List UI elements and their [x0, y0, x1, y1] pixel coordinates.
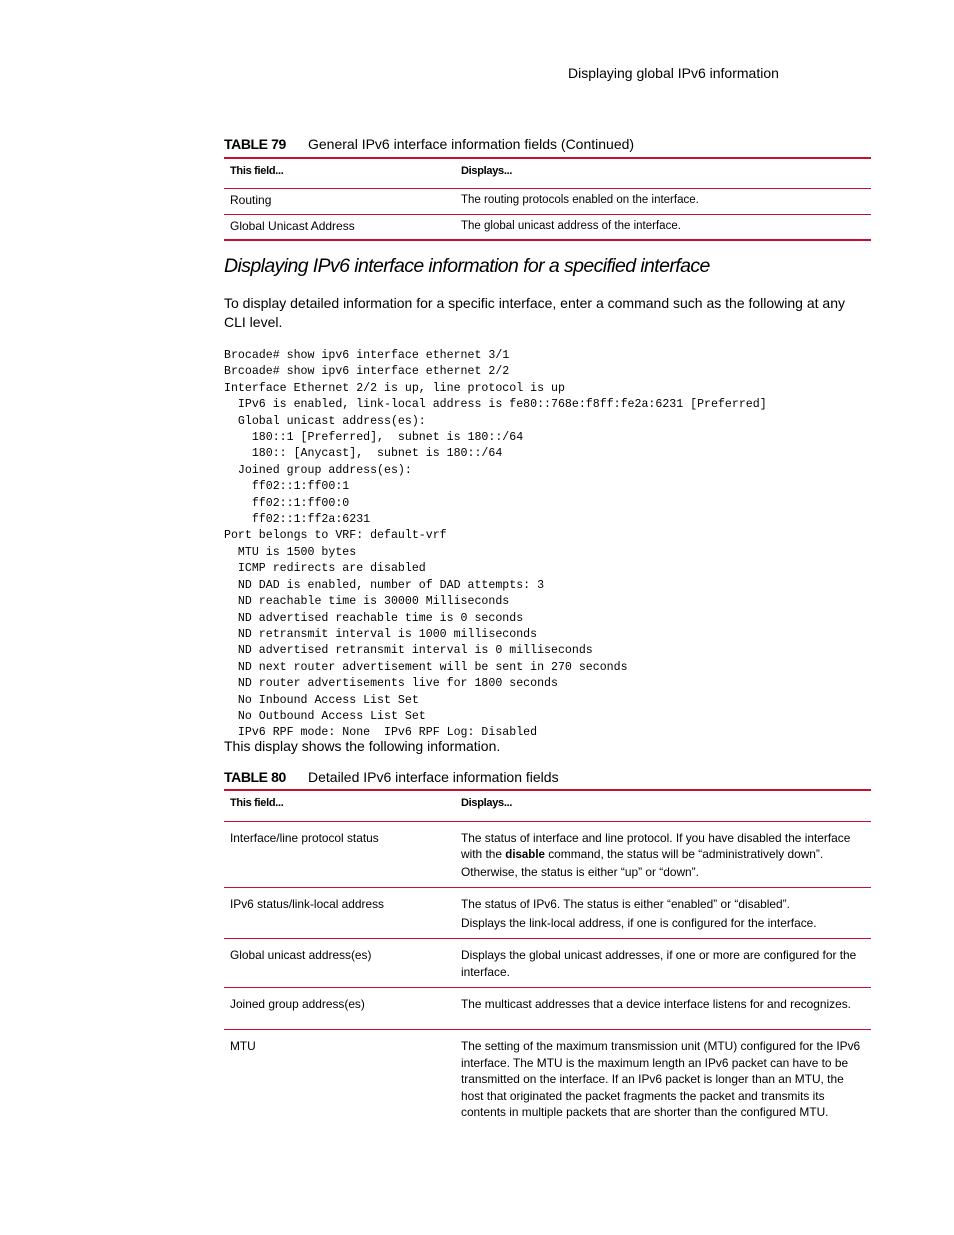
cli-line: Brocade# show ipv6 interface ethernet 3/1 — [224, 349, 510, 362]
table-cell-description: The routing protocols enabled on the interface. — [461, 193, 699, 206]
running-header: Displaying global IPv6 information — [568, 65, 779, 81]
table-cell-field: IPv6 status/link-local address — [230, 897, 384, 911]
cli-line: ff02::1:ff00:0 — [224, 496, 350, 510]
cli-line: ff02::1:ff2a:6231 — [224, 513, 371, 527]
cli-line: Joined group address(es): — [224, 463, 412, 477]
cli-line: ICMP redirects are disabled — [224, 562, 426, 576]
table-cell-field: Interface/line protocol status — [230, 830, 379, 845]
cli-line: IPv6 is enabled, link-local address is fe80::768e:f8ff:fe2a:6231 [Preferred] — [224, 398, 767, 412]
table-row — [224, 821, 871, 888]
table-cell-field: Joined group address(es) — [230, 997, 365, 1011]
table-80-header-field: This field... — [230, 797, 284, 809]
after-code-paragraph: This display shows the following information. — [224, 738, 501, 754]
table-cell-field: MTU — [230, 1039, 256, 1053]
description-line: Displays the link-local address, if one is configured for the interface. — [461, 915, 817, 930]
table-79-header-displays: Displays... — [461, 165, 513, 177]
table-cell-field: Routing — [230, 192, 272, 207]
table-cell-description: Displays the global unicast addresses, if one or more are configured for the interface. — [461, 948, 857, 979]
cli-line: ND retransmit interval is 1000 milliseconds — [224, 627, 538, 641]
description-text: The status of interface and line protocol. If you have disabled the interface with the — [461, 830, 851, 861]
cli-line: ff02::1:ff00:1 — [224, 480, 350, 494]
table-80-header-displays: Displays... — [461, 797, 513, 809]
cli-line: 180:: [Anycast], subnet is 180::/64 — [224, 447, 503, 461]
table-row — [224, 939, 871, 988]
table-80-header-row — [224, 790, 871, 821]
cli-line: ND advertised reachable time is 0 seconds — [224, 611, 524, 625]
description-text: command, the status will be “administratively down”. Otherwise, the status is either “up” or “down”. — [461, 847, 824, 879]
table-cell-field: Global unicast address(es) — [230, 948, 372, 962]
table-row — [224, 214, 871, 240]
table-80 — [224, 789, 871, 1128]
cli-line: Interface Ethernet 2/2 is up, line protocol is up — [224, 381, 565, 395]
table-cell-description: The global unicast address of the interface. — [461, 219, 681, 232]
cli-line: 180::1 [Preferred], subnet is 180::/64 — [224, 431, 524, 445]
cli-line: ND advertised retransmit interval is 0 milliseconds — [224, 644, 593, 658]
cli-line: IPv6 RPF mode: None IPv6 RPF Log: Disabled — [224, 726, 538, 740]
cli-line: No Inbound Access List Set — [224, 693, 419, 707]
table-80-caption — [224, 768, 559, 786]
intro-paragraph: To display detailed information for a specific interface, enter a command such as the following at any CLI level. — [224, 295, 845, 330]
table-row — [224, 188, 871, 214]
table-cell-description — [455, 821, 871, 888]
cli-line: Port belongs to VRF: default-vrf — [224, 529, 447, 543]
table-79-title: General IPv6 interface information fields (Continued) — [308, 136, 635, 152]
cli-line: ND next router advertisement will be sent in 270 seconds — [224, 660, 628, 674]
cli-line: Global unicast address(es): — [224, 414, 426, 428]
cli-line: ND router advertisements live for 1800 seconds — [224, 677, 558, 691]
cli-line: No Outbound Access List Set — [224, 709, 426, 723]
table-79-number: TABLE 79 — [224, 136, 286, 152]
command-keyword: disable — [505, 849, 545, 861]
cli-output-block — [224, 348, 767, 742]
table-cell-field: Global Unicast Address — [230, 218, 355, 233]
cli-line: Brcoade# show ipv6 interface ethernet 2/2 — [224, 365, 510, 379]
table-cell-description — [455, 888, 871, 939]
table-80-number: TABLE 80 — [224, 769, 286, 785]
table-cell-description: The setting of the maximum transmission unit (MTU) configured for the IPv6 interface. The MTU is the maximum length an IPv6 packet can have to be transmitted on the interface. If an IPv6 packet is longer than an MTU, the host that originated the packet fragments the packet and transmits its contents in multiple packets that are shorter than the configured MTU. — [461, 1039, 861, 1119]
table-79-header-field: This field... — [230, 165, 284, 177]
table-row — [224, 1030, 871, 1128]
cli-line: ND DAD is enabled, number of DAD attempts: 3 — [224, 578, 545, 592]
table-row — [224, 888, 871, 939]
table-79 — [224, 157, 871, 241]
cli-line: ND reachable time is 30000 Milliseconds — [224, 595, 510, 609]
description-line: The status of IPv6. The status is either “enabled” or “disabled”. — [461, 897, 790, 911]
cli-line: MTU is 1500 bytes — [224, 545, 357, 559]
table-cell-description: The multicast addresses that a device interface listens for and recognizes. — [461, 997, 851, 1011]
table-80-title: Detailed IPv6 interface information fields — [308, 769, 559, 785]
table-79-header-row — [224, 158, 871, 188]
table-79-caption — [224, 135, 634, 153]
table-row — [224, 988, 871, 1030]
section-heading: Displaying IPv6 interface information for a specified interface — [224, 255, 710, 277]
